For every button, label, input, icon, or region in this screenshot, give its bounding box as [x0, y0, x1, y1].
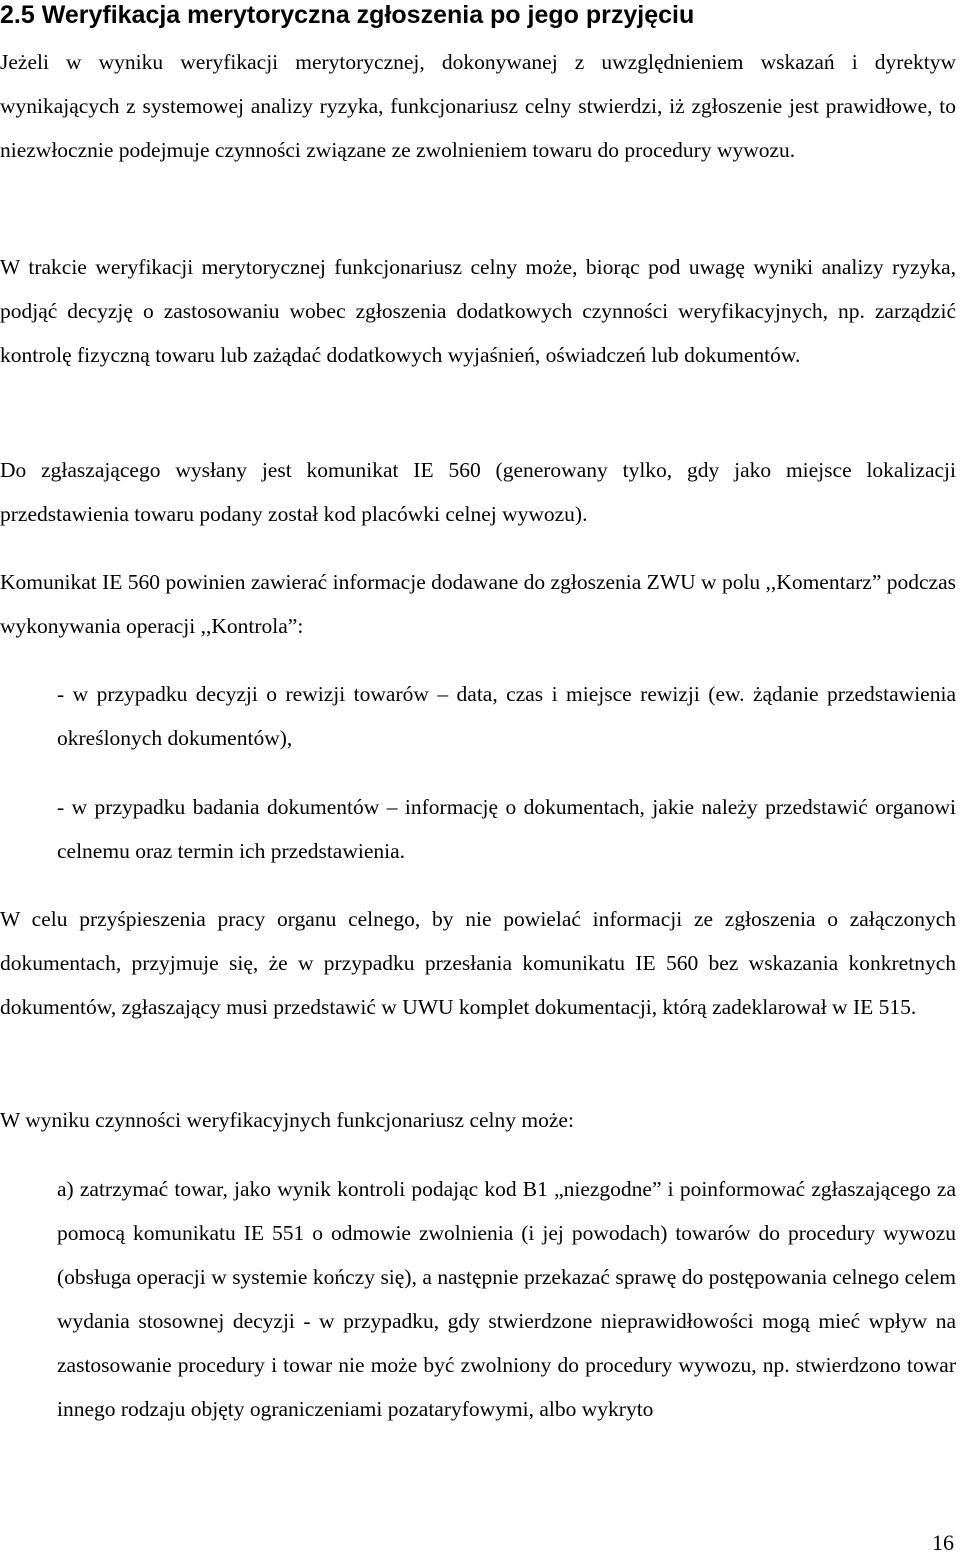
paragraph-ie560-sent: Do zgłaszającego wysłany jest komunikat IE 560 (generowany tylko, gdy jako miejsce lokalizacji przedstawienia towaru podany został kod placówki celnej wywozu). [0, 458, 956, 526]
paragraph-additional-checks: W trakcie weryfikacji merytorycznej funkcjonariusz celny może, biorąc pod uwagę wyniki analizy ryzyka, podjąć decyzję o zastosowaniu wobec zgłoszenia dodatkowych czynności weryfikacyjnych, np. zarządzić kontrolę fizyczną towaru lub zażądać dodatkowych wyjaśnień, oświadczeń lub dokumentów. [0, 255, 956, 367]
paragraph-ie560-content: Komunikat IE 560 powinien zawierać informacje dodawane do zgłoszenia ZWU w polu ,,Komentarz” podczas wykonywania operacji ,,Kontrola”: [0, 570, 956, 638]
page-number: 16 [932, 1530, 954, 1555]
paragraph-outcomes-intro: W wyniku czynności weryfikacyjnych funkcjonariusz celny może: [0, 1108, 574, 1132]
paragraph-speed-up: W celu przyśpieszenia pracy organu celnego, by nie powielać informacji ze zgłoszenia o załączonych dokumentach, przyjmuje się, że w przypadku przesłania komunikatu IE 560 bez wskazania konkretnych dokumentów, zgłaszający musi przedstawić w UWU komplet dokumentacji, którą zadeklarował w IE 515. [0, 907, 956, 1019]
paragraph-verification-result: Jeżeli w wyniku weryfikacji merytorycznej, dokonywanej z uwzględnieniem wskazań i dyrektyw wynikających z systemowej analizy ryzyka, funkcjonariusz celny stwierdzi, iż zgłoszenie jest prawidłowe, to niezwłocznie podejmuje czynności związane ze zwolnieniem towaru do procedury wywozu. [0, 50, 956, 162]
section-heading: 2.5 Weryfikacja merytoryczna zgłoszenia po jego przyjęciu [0, 1, 695, 29]
list-item-inspection: - w przypadku decyzji o rewizji towarów – data, czas i miejsce rewizji (ew. żądanie przedstawienia określonych dokumentów), [57, 682, 956, 750]
list-item-documents: - w przypadku badania dokumentów – informację o dokumentach, jakie należy przedstawić organowi celnemu oraz termin ich przedstawienia. [57, 795, 956, 863]
list-item-detain-goods: a) zatrzymać towar, jako wynik kontroli podając kod B1 „niezgodne” i poinformować zgłaszającego za pomocą komunikatu IE 551 o odmowie zwolnienia (i jej powodach) towarów do procedury wywozu (obsługa operacji w systemie kończy się), a następnie przekazać sprawę do postępowania celnego celem wydania stosownej decyzji - w przypadku, gdy stwierdzone nieprawidłowości mogą mieć wpływ na zastosowanie procedury i towar nie może być zwolniony do procedury wywozu, np. stwierdzono towar innego rodzaju objęty ograniczeniami pozataryfowymi, albo wykryto [57, 1177, 956, 1421]
